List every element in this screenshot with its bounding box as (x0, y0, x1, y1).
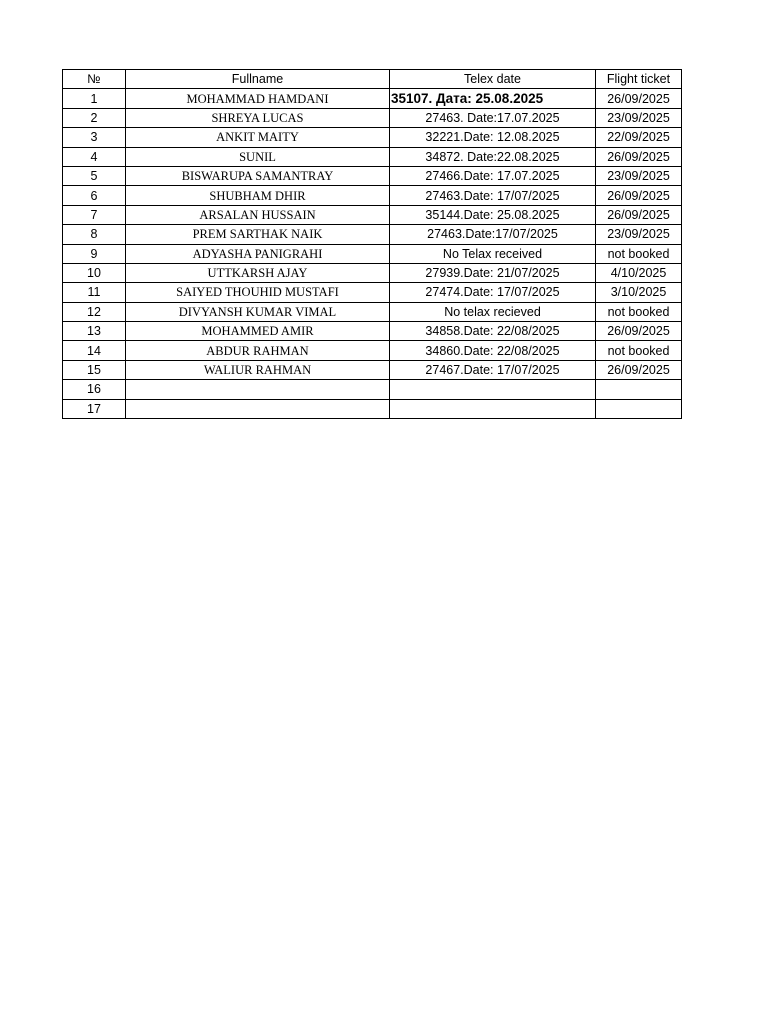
row-flight-ticket-cell: not booked (596, 302, 682, 321)
row-telex-date-cell: 27463.Date:17/07/2025 (390, 225, 596, 244)
row-telex-date-cell: No Telax received (390, 244, 596, 263)
row-telex-date-cell: 35144.Date: 25.08.2025 (390, 205, 596, 224)
header-row (63, 70, 682, 89)
row-flight-ticket-cell: 3/10/2025 (596, 283, 682, 302)
row-telex-date-cell: 27474.Date: 17/07/2025 (390, 283, 596, 302)
row-telex-date-cell: 34860.Date: 22/08/2025 (390, 341, 596, 360)
row-number-cell: 2 (63, 108, 126, 127)
row-telex-date-cell (390, 380, 596, 399)
table-row (63, 225, 682, 244)
row-number-cell: 10 (63, 263, 126, 282)
row-flight-ticket-cell: 23/09/2025 (596, 108, 682, 127)
row-fullname-cell: SUNIL (126, 147, 390, 166)
table-row (63, 322, 682, 341)
table-row (63, 89, 682, 108)
row-fullname-cell: ADYASHA PANIGRAHI (126, 244, 390, 263)
header-flight-ticket: Flight ticket (596, 70, 682, 89)
row-fullname-cell (126, 380, 390, 399)
row-fullname-cell: SAIYED THOUHID MUSTAFI (126, 283, 390, 302)
header-number: № (63, 70, 126, 89)
row-fullname-cell: BISWARUPA SAMANTRAY (126, 166, 390, 185)
table-row (63, 283, 682, 302)
row-fullname-cell: DIVYANSH KUMAR VIMAL (126, 302, 390, 321)
row-fullname-cell: ABDUR RAHMAN (126, 341, 390, 360)
table-row (63, 302, 682, 321)
row-fullname-cell: WALIUR RAHMAN (126, 360, 390, 379)
table-row (63, 147, 682, 166)
row-fullname-cell (126, 399, 390, 418)
row-number-cell: 8 (63, 225, 126, 244)
row-number-cell: 16 (63, 380, 126, 399)
row-flight-ticket-cell: not booked (596, 341, 682, 360)
row-number-cell: 1 (63, 89, 126, 108)
row-fullname-cell: ANKIT MAITY (126, 128, 390, 147)
table-row (63, 205, 682, 224)
row-telex-date-cell (390, 399, 596, 418)
row-flight-ticket-cell: 23/09/2025 (596, 166, 682, 185)
row-number-cell: 6 (63, 186, 126, 205)
table-row (63, 166, 682, 185)
row-telex-date-cell: 27939.Date: 21/07/2025 (390, 263, 596, 282)
row-number-cell: 12 (63, 302, 126, 321)
table-row (63, 399, 682, 418)
row-number-cell: 3 (63, 128, 126, 147)
row-number-cell: 7 (63, 205, 126, 224)
row-fullname-cell: MOHAMMAD HAMDANI (126, 89, 390, 108)
row-number-cell: 14 (63, 341, 126, 360)
row-telex-date-cell: 35107. Дата: 25.08.2025 (390, 89, 596, 108)
row-telex-date-cell: 27463. Date:17.07.2025 (390, 108, 596, 127)
row-telex-date-cell: No telax recieved (390, 302, 596, 321)
table-row (63, 341, 682, 360)
document-sheet (62, 69, 682, 419)
row-flight-ticket-cell (596, 399, 682, 418)
table-row (63, 128, 682, 147)
row-telex-date-cell: 27467.Date: 17/07/2025 (390, 360, 596, 379)
row-number-cell: 13 (63, 322, 126, 341)
table-row (63, 263, 682, 282)
table-row (63, 360, 682, 379)
row-flight-ticket-cell: 22/09/2025 (596, 128, 682, 147)
roster-table (62, 69, 682, 419)
row-number-cell: 5 (63, 166, 126, 185)
row-flight-ticket-cell: 4/10/2025 (596, 263, 682, 282)
row-flight-ticket-cell: 26/09/2025 (596, 205, 682, 224)
row-flight-ticket-cell: 26/09/2025 (596, 322, 682, 341)
row-flight-ticket-cell (596, 380, 682, 399)
row-fullname-cell: MOHAMMED AMIR (126, 322, 390, 341)
row-number-cell: 11 (63, 283, 126, 302)
row-flight-ticket-cell: 26/09/2025 (596, 147, 682, 166)
table-row (63, 108, 682, 127)
table-row (63, 186, 682, 205)
row-fullname-cell: ARSALAN HUSSAIN (126, 205, 390, 224)
header-telex-date: Telex date (390, 70, 596, 89)
row-fullname-cell: PREM SARTHAK NAIK (126, 225, 390, 244)
row-flight-ticket-cell: 26/09/2025 (596, 89, 682, 108)
row-fullname-cell: UTTKARSH AJAY (126, 263, 390, 282)
row-flight-ticket-cell: 26/09/2025 (596, 360, 682, 379)
table-row (63, 380, 682, 399)
row-telex-date-cell: 27466.Date: 17.07.2025 (390, 166, 596, 185)
row-number-cell: 17 (63, 399, 126, 418)
row-number-cell: 4 (63, 147, 126, 166)
row-flight-ticket-cell: 23/09/2025 (596, 225, 682, 244)
row-flight-ticket-cell: not booked (596, 244, 682, 263)
row-telex-date-cell: 32221.Date: 12.08.2025 (390, 128, 596, 147)
row-fullname-cell: SHUBHAM DHIR (126, 186, 390, 205)
row-number-cell: 9 (63, 244, 126, 263)
row-number-cell: 15 (63, 360, 126, 379)
row-telex-date-cell: 34872. Date:22.08.2025 (390, 147, 596, 166)
header-fullname: Fullname (126, 70, 390, 89)
row-telex-date-cell: 27463.Date: 17/07/2025 (390, 186, 596, 205)
row-telex-date-cell: 34858.Date: 22/08/2025 (390, 322, 596, 341)
row-flight-ticket-cell: 26/09/2025 (596, 186, 682, 205)
row-fullname-cell: SHREYA LUCAS (126, 108, 390, 127)
table-row (63, 244, 682, 263)
